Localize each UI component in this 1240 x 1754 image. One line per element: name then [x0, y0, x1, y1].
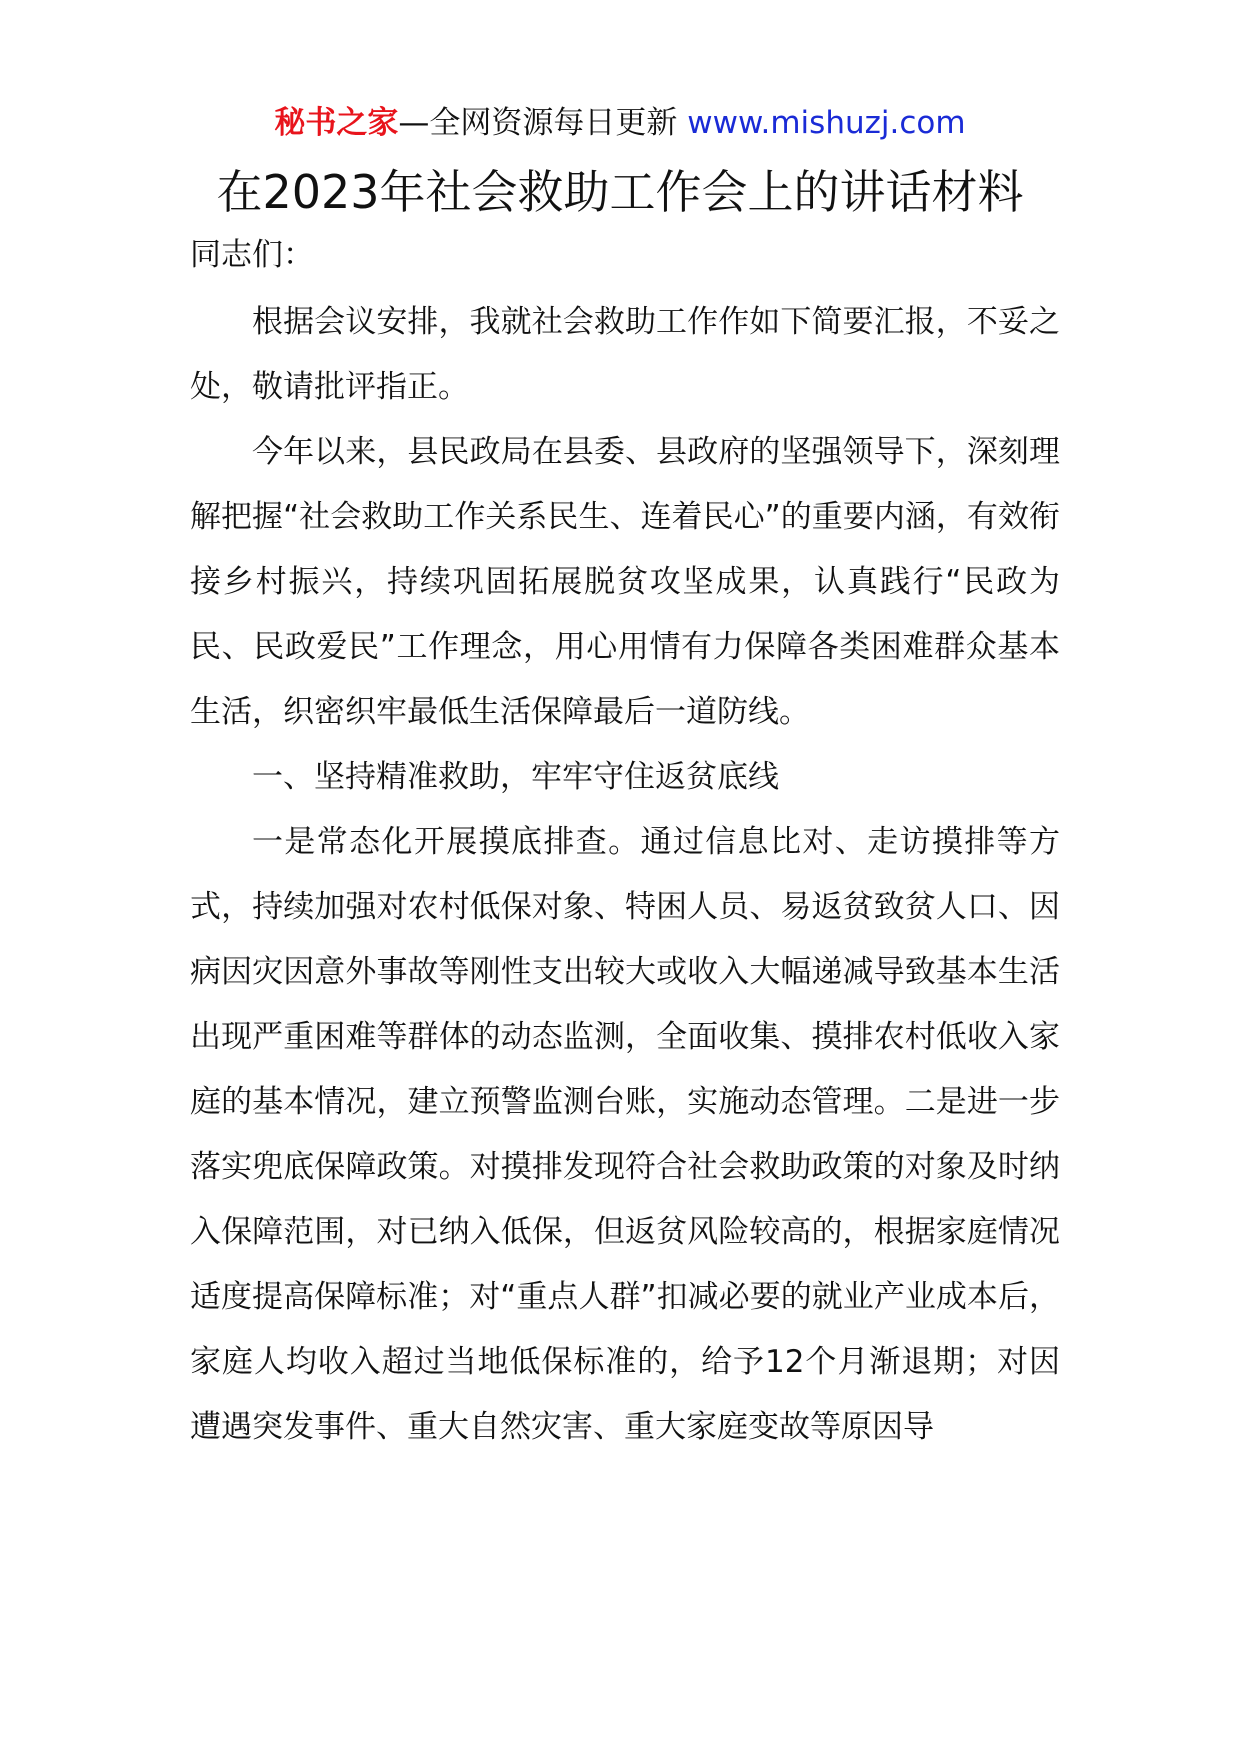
paragraph-section-1: 一是常态化开展摸底排查。通过信息比对、走访摸排等方式，持续加强对农村低保对象、特困人员、易返贫致贫人口、因病因灾因意外事故等刚性支出较大或收入大幅递减导致基本生活出现严重困难等群体的动态监测，全面收集、摸排农村低收入家庭的基本情况，建立预警监测台账，实施动态管理。二是进一步落实兜底保障政策。对摸排发现符合社会救助政策的对象及时纳入保障范围，对已纳入低保，但返贫风险较高的，根据家庭情况适度提高保障标准；对“重点人群”扣减必要的就业产业成本后，家庭人均收入超过当地低保标准的，给予12个月渐退期；对因遭遇突发事件、重大自然灾害、重大家庭变故等原因导: [190, 824, 1060, 1445]
paragraph-overview: 今年以来，县民政局在县委、县政府的坚强领导下，深刻理解把握“社会救助工作关系民生、连着民心”的重要内涵，有效衔接乡村振兴，持续巩固拓展脱贫攻坚成果，认真践行“民政为民、民政爱民”工作理念，用心用情有力保障各类困难群众基本生活，织密织牢最低生活保障最后一道防线。: [190, 434, 1060, 730]
brand-name: 秘书之家: [274, 105, 399, 141]
section-heading-1: 一、坚持精准救助，牢牢守住返贫底线: [252, 759, 779, 795]
website-link[interactable]: www.mishuzj.com: [687, 105, 966, 141]
document-title: 在2023年社会救助工作会上的讲话材料: [216, 165, 1024, 219]
banner-tagline: —全网资源每日更新: [398, 105, 678, 141]
greeting: 同志们：: [190, 237, 314, 273]
header-banner: [0, 103, 1240, 143]
paragraph-intro: 根据会议安排，我就社会救助工作作如下简要汇报，不妥之处，敬请批评指正。: [190, 304, 1060, 405]
document-body: [190, 232, 1060, 1460]
